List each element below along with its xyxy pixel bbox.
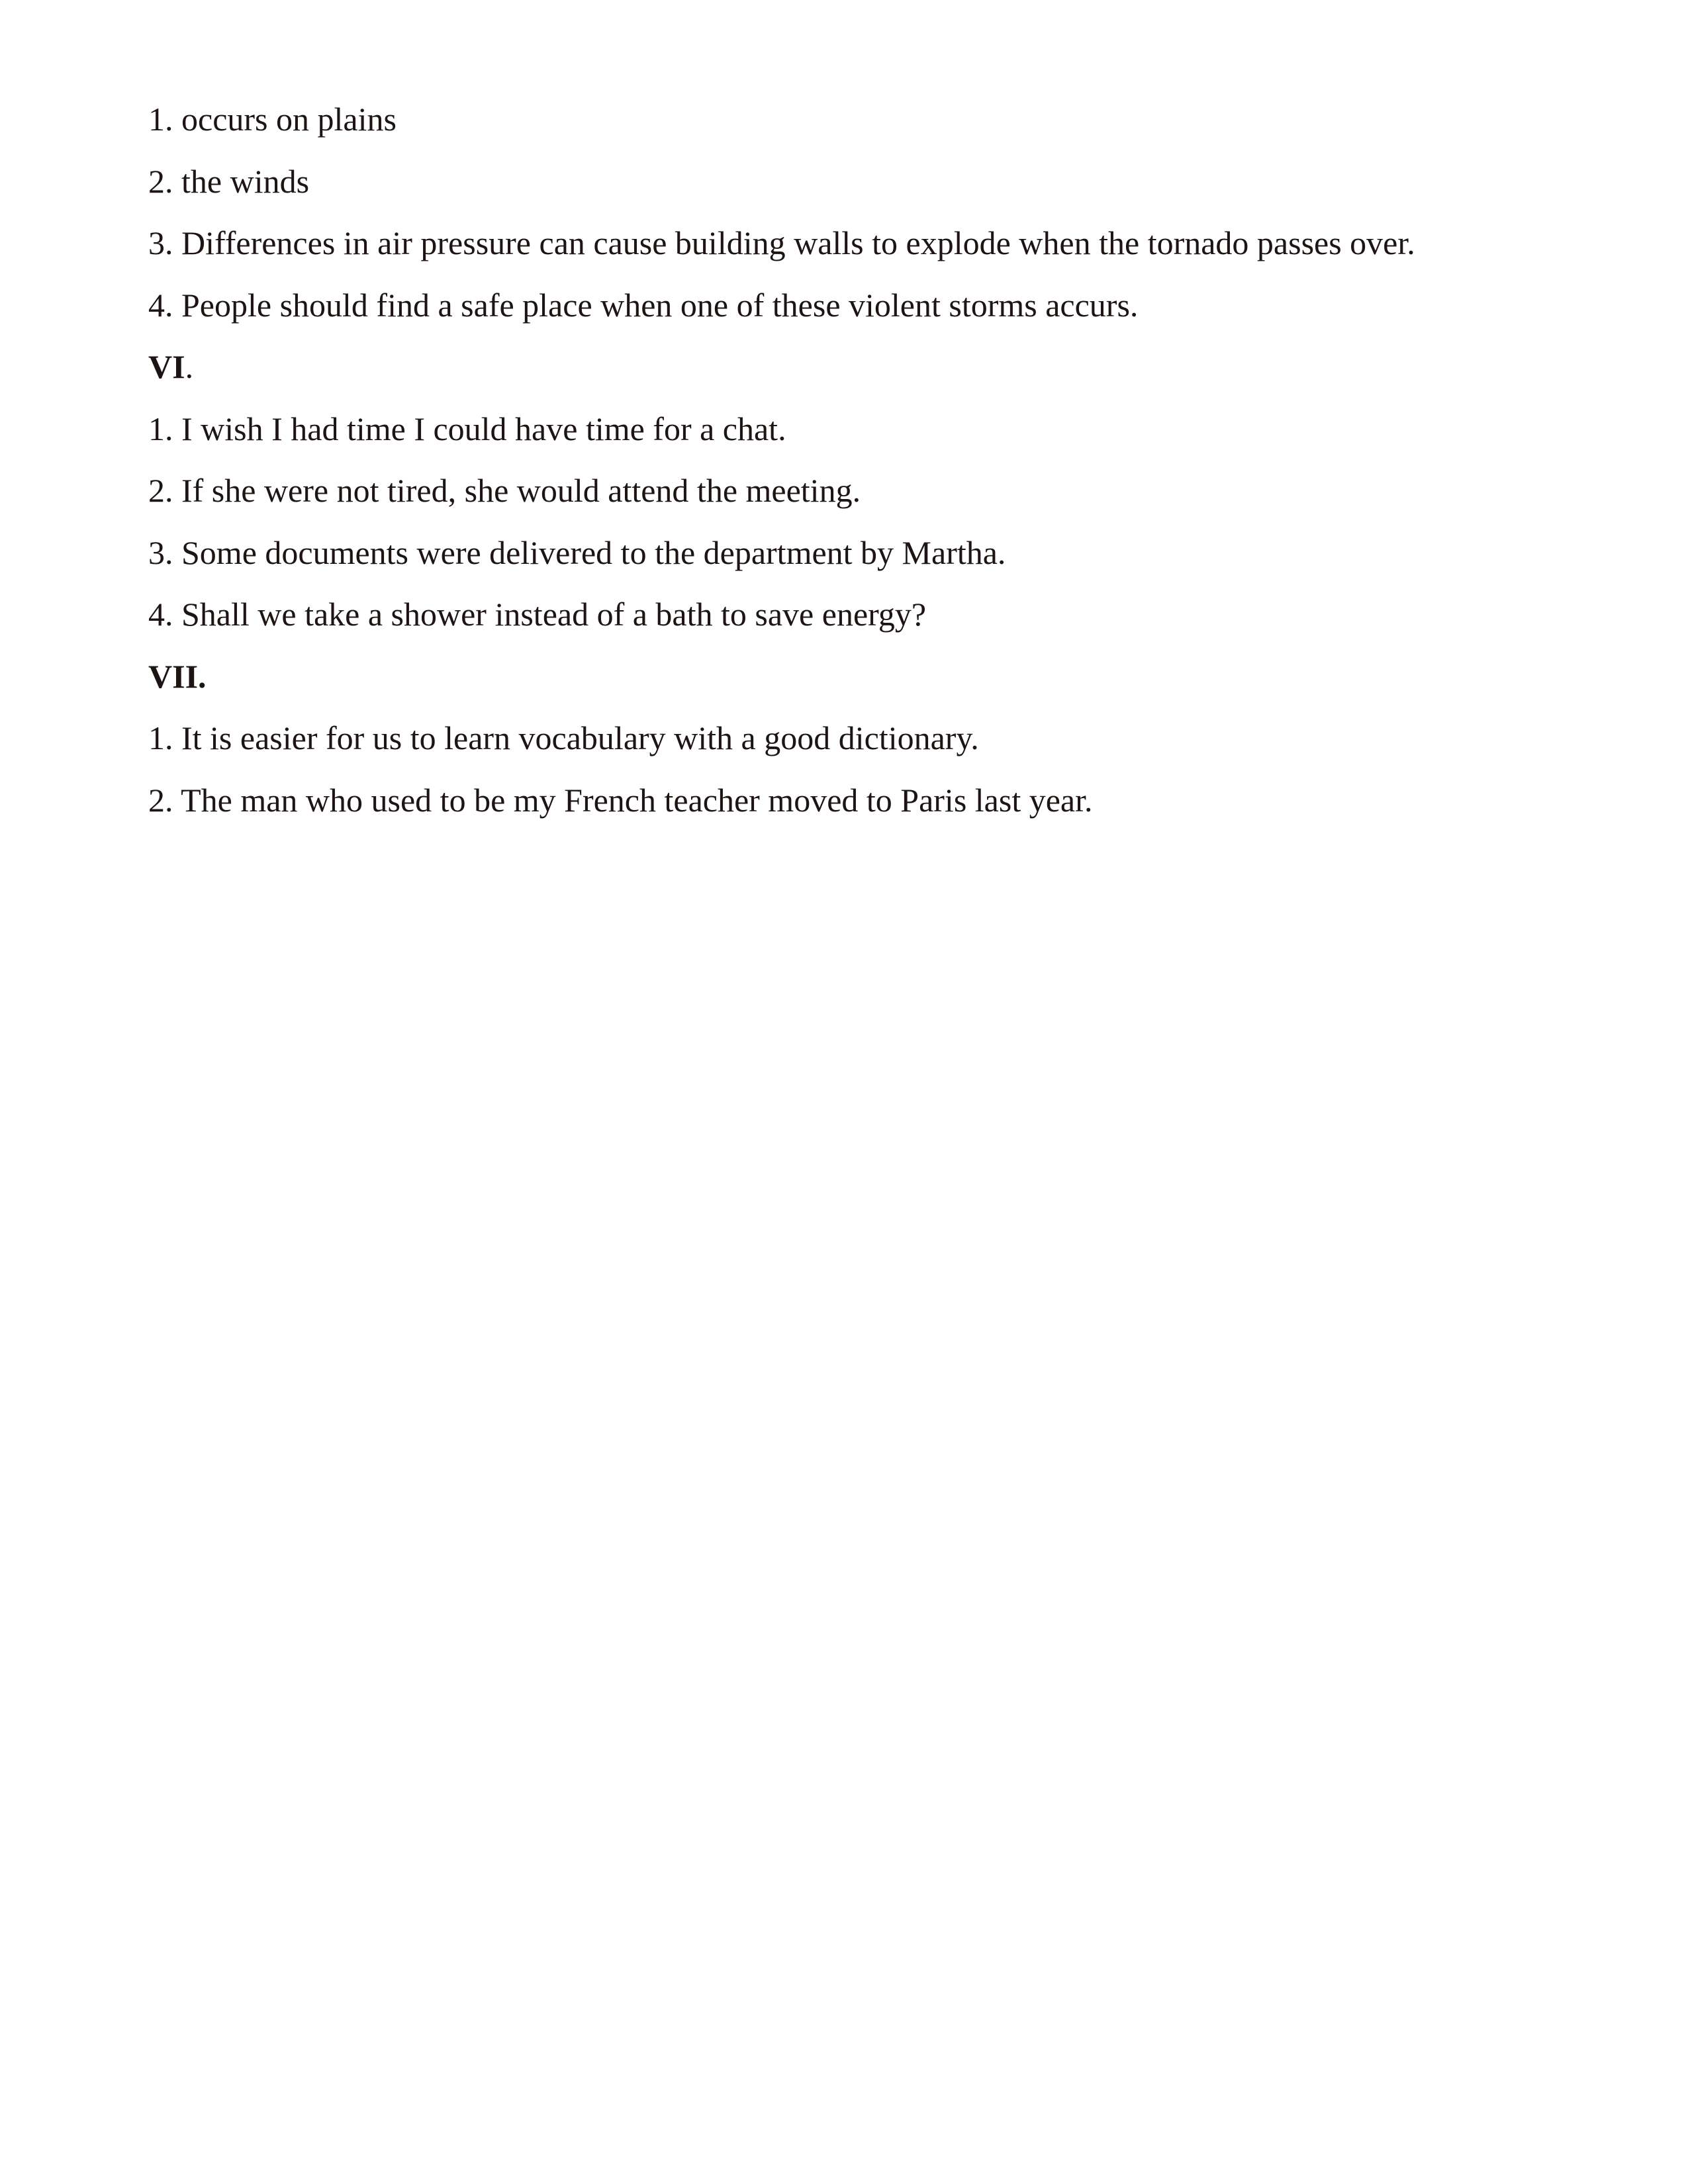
- section-heading-vii: VII.: [148, 657, 207, 695]
- section-heading-vi-label: VI: [148, 348, 185, 385]
- answer-item: 1. It is easier for us to learn vocabulary with a good dictionary.: [148, 719, 979, 756]
- answer-item: 3. Some documents were delivered to the department by Martha.: [148, 533, 1006, 571]
- answer-item: 1. occurs on plains: [148, 101, 397, 138]
- answer-item: 2. The man who used to be my French teacher moved to Paris last year.: [148, 781, 1093, 819]
- answer-item: 3. Differences in air pressure can cause building walls to explode when the tornado passes over.: [148, 224, 1415, 261]
- answer-item: 1. I wish I had time I could have time for a chat.: [148, 410, 786, 447]
- answer-item: 4. People should find a safe place when one of these violent storms accurs.: [148, 286, 1139, 324]
- section-heading-vi-suffix: .: [185, 348, 194, 385]
- section-heading-vi: [148, 336, 1571, 398]
- answer-key: [148, 89, 1571, 831]
- answer-item: 2. the winds: [148, 162, 310, 200]
- answer-item: 2. If she were not tired, she would attend the meeting.: [148, 472, 861, 509]
- answer-item: 4. Shall we take a shower instead of a bath to save energy?: [148, 596, 927, 633]
